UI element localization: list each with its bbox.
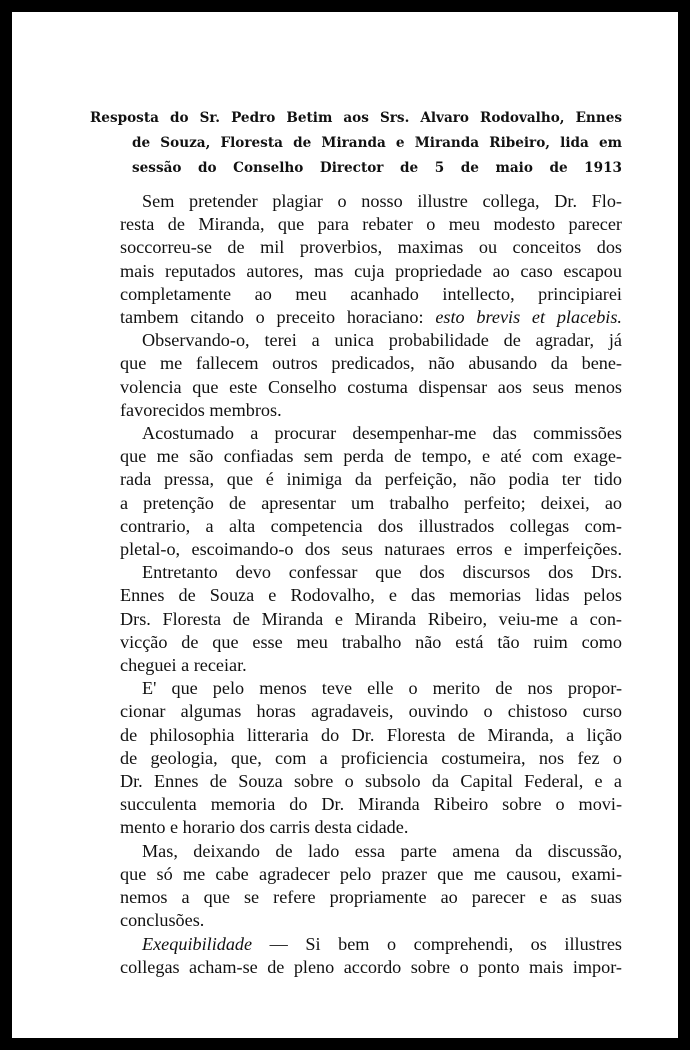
text-line: de philosophia litteraria do Dr. Floresta de Miranda, a lição [120,724,622,745]
paragraph [120,677,622,839]
text-line: completamente ao meu acanhado intellecto, principiarei [120,283,622,304]
paragraph [120,190,622,329]
text-line: Sem pretender plagiar o nosso illustre collega, Dr. Flo- [142,191,622,211]
text-line: que me são confiadas sem perda de tempo, e até com exage- [120,446,622,467]
paragraph [120,422,622,561]
text-line: que me fallecem outros predicados, não abusando da bene- [120,353,622,374]
text-line: cionar algumas horas agradaveis, ouvindo o chistoso curso [120,701,622,722]
paragraph [120,329,622,422]
heading-line: de Souza, Floresta de Miranda e Miranda Ribeiro, lida em [132,135,622,151]
text-line: rada pressa, que é inimiga da perfeição, não podia ter tido [120,469,622,490]
text-line: mento e horario dos carris desta cidade. [120,817,409,838]
text-fragment: tambem citando o preceito horaciano: [120,307,436,328]
text-line: conclusões. [120,910,205,931]
document-heading [90,106,622,181]
text-line: a pretenção de apresentar um trabalho perfeito; deixei, ao [120,492,622,513]
text-line: Drs. Floresta de Miranda e Miranda Ribeiro, veiu-me a con- [120,608,622,629]
document-page [12,12,678,1038]
text-line: Entretanto devo confessar que dos discursos dos Drs. [142,562,622,583]
text-fragment: — Si bem o comprehendi, os illustres [252,933,622,954]
text-line: contrario, a alta competencia dos illustrados collegas com- [120,515,622,536]
text-line: favorecidos membros. [120,399,282,420]
section-lead: Exequibilidade [142,933,253,954]
text-line: de geologia, que, com a proficiencia costumeira, nos fez o [120,747,622,768]
text-line [120,933,622,956]
heading-line: sessão do Conselho Director de 5 de maio de 1913 [132,160,622,176]
text-line: succulenta memoria do Dr. Miranda Ribeiro sobre o movi- [120,794,622,815]
text-line: volencia que este Conselho costuma dispensar aos seus menos [120,376,622,397]
text-line: mais reputados autores, mas cuja propriedade ao caso escapou [120,260,622,281]
text-line: Dr. Ennes de Souza sobre o subsolo da Capital Federal, e a [120,771,622,792]
text-line: pletal-o, escoimando-o dos seus naturaes erros e imperfeições. [120,539,622,560]
text-line: cheguei a receiar. [120,655,247,676]
heading-line: Resposta do Sr. Pedro Betim aos Srs. Alvaro Rodovalho, Ennes [90,110,622,126]
text-line: vicção de que esse meu trabalho não está tão ruim como [120,631,622,652]
document-body [120,190,622,979]
text-line: nemos a que se refere propriamente ao parecer e as suas [120,887,622,908]
text-line: soccorreu-se de mil proverbios, maximas ou conceitos dos [120,237,622,258]
text-line: collegas acham-se de pleno accordo sobre o ponto mais impor- [120,956,622,977]
paragraph [120,933,622,979]
text-line: que só me cabe agradecer pelo prazer que me causou, exami- [120,863,622,884]
paragraph [120,840,622,933]
text-line: E' que pelo menos teve elle o merito de nos propor- [142,678,622,699]
paragraph [120,561,622,677]
text-line: Ennes de Souza e Rodovalho, e das memorias lidas pelos [120,585,622,606]
text-line: resta de Miranda, que para rebater o meu modesto parecer [120,214,622,235]
latin-quote: esto brevis et placebis. [435,307,622,328]
text-line: Observando-o, terei a unica probabilidade de agradar, já [142,330,622,351]
text-line: Mas, deixando de lado essa parte amena da discussão, [142,840,622,861]
text-line [120,306,622,329]
text-line: Acostumado a procurar desempenhar-me das commissões [142,423,622,444]
